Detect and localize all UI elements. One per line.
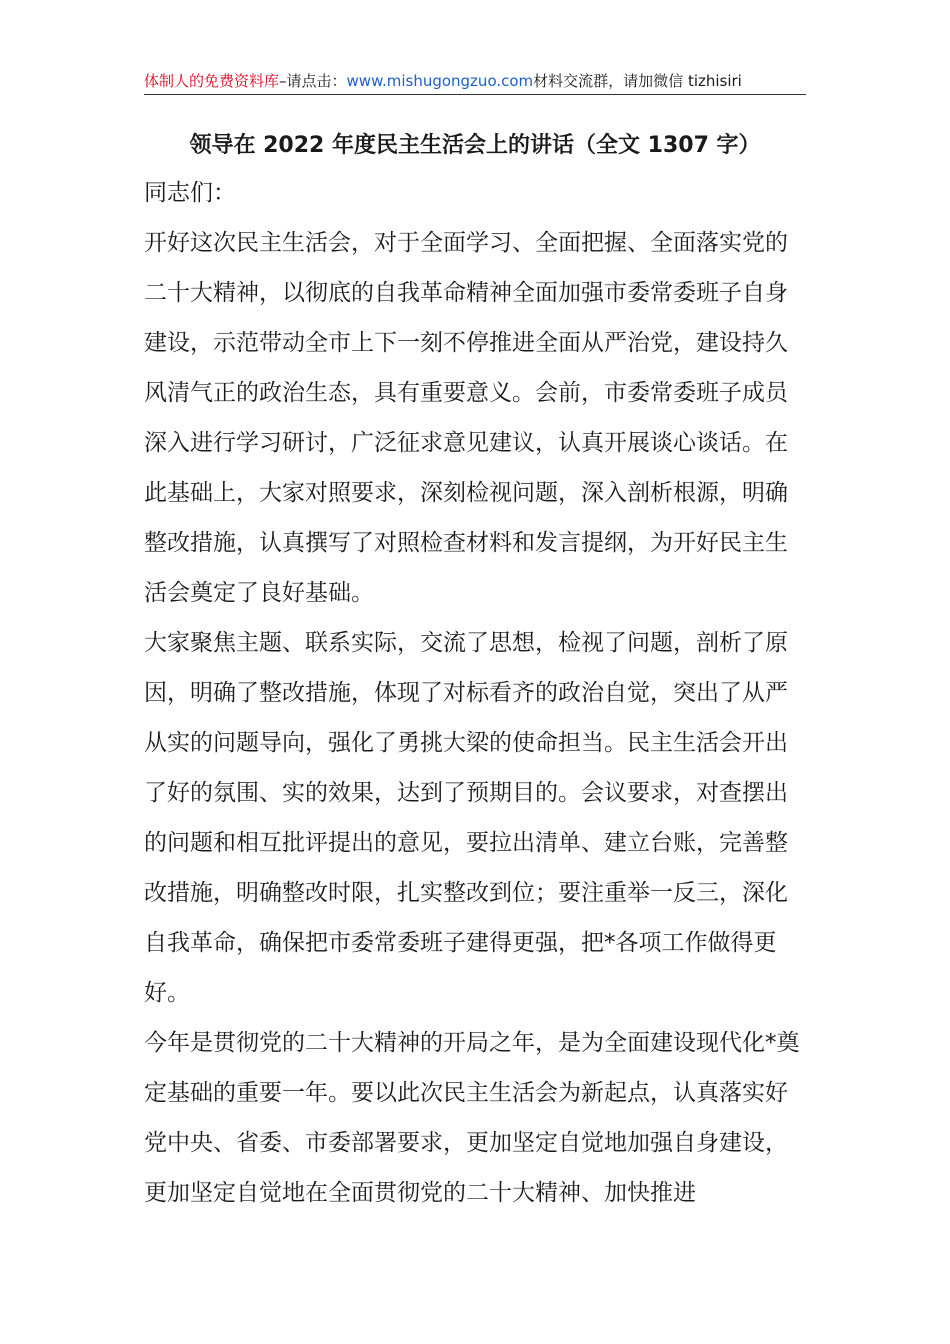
header-prompt: –请点击： <box>279 72 347 90</box>
header-suffix: 材料交流群，请加微信 tizhisiri <box>533 72 742 90</box>
page-header <box>144 68 806 95</box>
paragraph-1: 开好这次民主生活会，对于全面学习、全面把握、全面落实党的二十大精神，以彻底的自我革命精神全面加强市委常委班子自身建设，示范带动全市上下一刻不停推进全面从严治党，建设持久风清气正的政治生态，具有重要意义。会前，市委常委班子成员深入进行学习研讨，广泛征求意见建议，认真开展谈心谈话。在此基础上，大家对照要求，深刻检视问题，深入剖析根源，明确整改措施，认真撰写了对照检查材料和发言提纲，为开好民主生活会奠定了良好基础。 <box>144 230 788 606</box>
header-brand: 体制人的免费资料库 <box>144 72 280 90</box>
paragraph-2: 大家聚焦主题、联系实际，交流了思想，检视了问题，剖析了原因，明确了整改措施，体现了对标看齐的政治自觉，突出了从严从实的问题导向，强化了勇挑大梁的使命担当。民主生活会开出了好的氛围、实的效果，达到了预期目的。会议要求，对查摆出的问题和相互批评提出的意见，要拉出清单、建立台账，完善整改措施，明确整改时限，扎实整改到位；要注重举一反三，深化自我革命，确保把市委常委班子建得更强，把*各项工作做得更好。 <box>144 630 788 1006</box>
greeting: 同志们： <box>144 180 236 206</box>
document-title: 领导在 2022 年度民主生活会上的讲话（全文 1307 字） <box>189 133 761 158</box>
paragraph-3: 今年是贯彻党的二十大精神的开局之年，是为全面建设现代化*奠定基础的重要一年。要以此次民主生活会为新起点，认真落实好党中央、省委、市委部署要求，更加坚定自觉地加强自身建设，更加坚定自觉地在全面贯彻党的二十大精神、加快推进 <box>144 1030 800 1206</box>
header-url-link[interactable]: www.mishugongzuo.com <box>346 72 534 90</box>
document-body <box>144 146 806 1218</box>
